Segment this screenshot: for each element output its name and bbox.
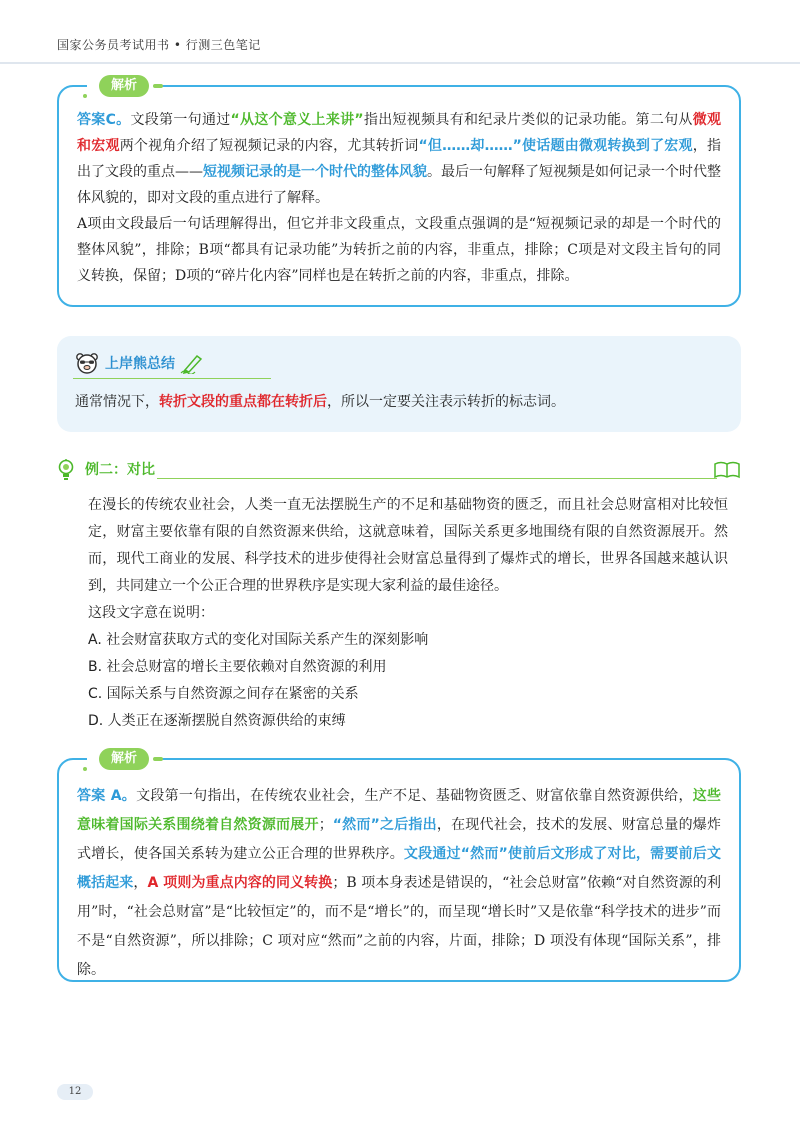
highlight-blue: 文段通过“然而”使前后文形成了对比，需要前后文概括起来 — [77, 846, 721, 891]
page-number: 12 — [57, 1084, 93, 1100]
pen-icon — [179, 352, 205, 374]
analysis-tag-2 — [87, 748, 157, 770]
text-run: 通常情况下， — [75, 394, 159, 410]
text-run: 两个视角介绍了短视频记录的内容，尤其转折词 — [119, 138, 419, 154]
highlight-blue: “但……却……”使话题由微观转换到了宏观 — [418, 138, 693, 154]
highlight-green: 这些意味着国际关系围绕着自然资源而展开 — [77, 788, 722, 833]
example-passage — [88, 492, 728, 735]
highlight-blue: 短视频记录的是一个时代的整体风貌 — [203, 164, 427, 180]
summary-title-row — [75, 350, 723, 376]
analysis-2-paragraph — [77, 782, 721, 985]
analysis-box-2 — [57, 751, 741, 982]
text-run: 。最后一句解释了短视频是如何记录一个时代整体风貌的，即对文段的重点进行了解释。 — [77, 164, 721, 206]
example-rule — [157, 478, 717, 479]
analysis-tag-label-2: 解析 — [99, 748, 149, 770]
summary-title: 上岸熊总结 — [105, 356, 175, 372]
tag-dots — [83, 84, 89, 106]
option-d: D. 人类正在逐渐摆脱自然资源供给的束缚 — [88, 713, 346, 729]
example-title: 例二：对比 — [85, 462, 155, 478]
text-run: 指出短视频具有和纪录片类似的记录功能。第二句从 — [363, 112, 693, 128]
highlight-green: “从这个意义上来讲” — [230, 112, 364, 128]
option-b: B. 社会总财富的增长主要依赖对自然资源的利用 — [88, 659, 387, 675]
running-header: 国家公务员考试用书 • 行测三色笔记 — [57, 38, 261, 52]
analysis-tag-label-1: 解析 — [99, 75, 149, 97]
highlight-red: A 项则为重点内容的同义转换 — [147, 875, 333, 891]
highlight-red: 微观和宏观 — [77, 112, 722, 154]
bear-mascot-icon — [75, 351, 99, 375]
tag-dots — [83, 757, 89, 779]
analysis-tag-1 — [87, 75, 157, 97]
highlight-blue: “然而”之后指出 — [332, 817, 437, 833]
highlight-red: 转折文段的重点都在转折后 — [159, 394, 327, 410]
analysis-1-paragraph-1 — [77, 107, 721, 211]
example-heading — [57, 458, 741, 482]
text-run: 文段第一句指出，在传统农业社会，生产不足、基础物资匮乏、财富依靠自然资源供给， — [136, 788, 693, 804]
open-book-icon — [713, 460, 741, 480]
option-a: A. 社会财富获取方式的变化对国际关系产生的深刻影响 — [88, 632, 429, 648]
passage-text: 在漫长的传统农业社会，人类一直无法摆脱生产的不足和基础物资的匮乏，而且社会总财富相对比较恒定，财富主要依靠有限的自然资源来供给，这就意味着，国际关系更多地围绕有限的自然资源展开。然而，现代工商业的发展、科学技术的进步使得社会财富总量得到了爆炸式的增长，世界各国越来越认识到，共同建立一个公正合理的世界秩序是实现大家利益的最佳途径。 — [88, 497, 728, 594]
summary-underline — [73, 378, 271, 380]
text-run: 文段第一句通过 — [130, 112, 231, 128]
question-stem: 这段文字意在说明： — [88, 605, 214, 621]
text-run: ； — [318, 817, 333, 833]
text-run: ， — [133, 875, 148, 891]
analysis-box-1 — [57, 78, 741, 307]
highlight-blue: 答案 A。 — [77, 788, 137, 804]
summary-text — [75, 390, 723, 414]
text-run: ，指出了文段的重点—— — [77, 138, 722, 180]
lightbulb-icon — [57, 459, 75, 481]
text-run: ，所以一定要关注表示转折的标志词。 — [327, 394, 565, 410]
header-rule — [0, 62, 800, 64]
text-run: ，在现代社会，技术的发展、财富总量的爆炸式增长，使各国关系转为建立公正合理的世界秩序。 — [77, 817, 722, 862]
analysis-1-paragraph-2: A项由文段最后一句话理解得出，但它并非文段重点，文段重点强调的是“短视频记录的却是一个时代的整体风貌”，排除；B项“都具有记录功能”为转折之前的内容，非重点，排除；C项是对文段主旨句的同义转换，保留；D项的“碎片化内容”同样也是在转折之前的内容，非重点，排除。 — [77, 216, 721, 284]
summary-box — [57, 336, 741, 432]
option-c: C. 国际关系与自然资源之间存在紧密的关系 — [88, 686, 359, 702]
highlight-blue: 答案C。 — [77, 112, 131, 128]
text-run: ；B 项本身表述是错误的，“社会总财富”依赖“对自然资源的利用”时，“社会总财富”是“比较恒定”的，而不是“增长”的，而呈现“增长时”又是依靠“科学技术的进步”而不是“自然资源”，所以排除；C 项对应“然而”之前的内容，片面，排除；D 项没有体现“国际关系”，排除。 — [77, 875, 722, 978]
